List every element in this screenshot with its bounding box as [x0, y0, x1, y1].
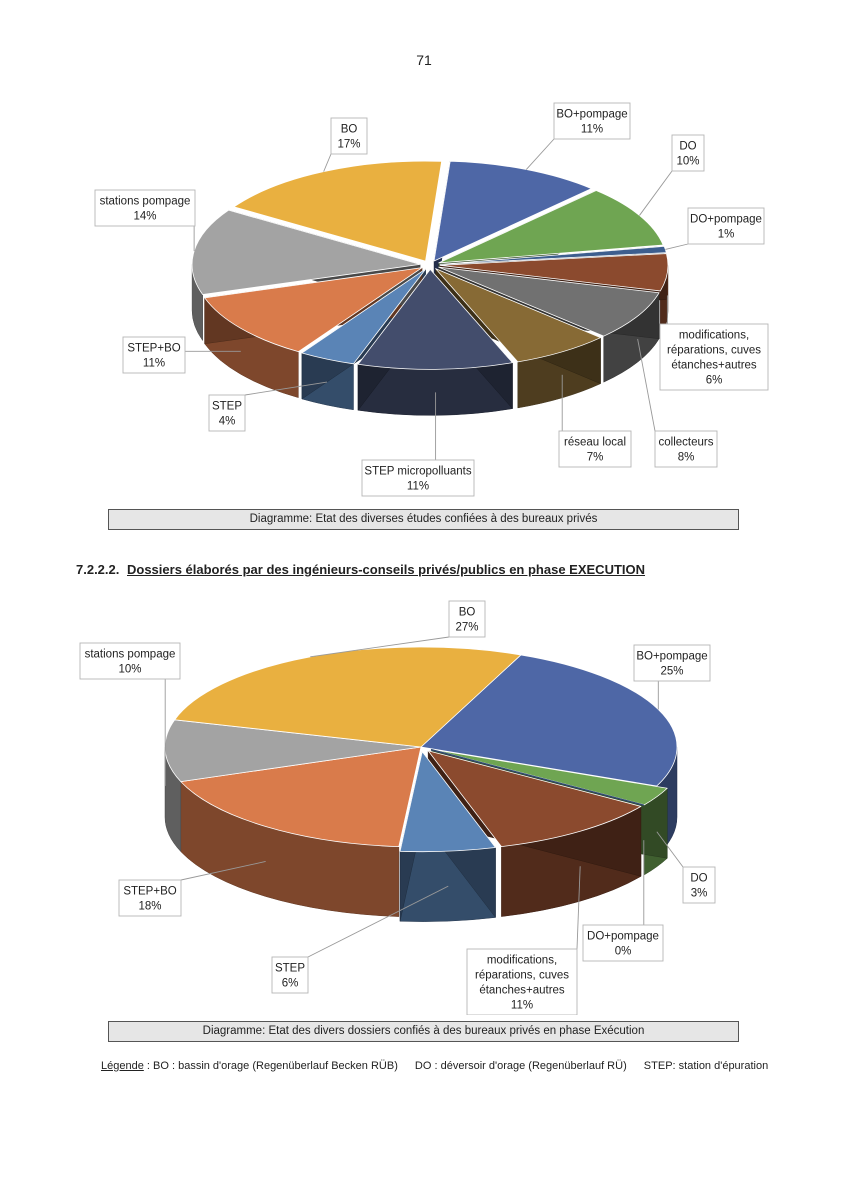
data-label-percent: 8%	[677, 451, 695, 464]
data-label-percent: 14%	[133, 210, 157, 223]
data-label-text: BO	[458, 606, 476, 619]
data-label-percent: 10%	[118, 663, 142, 676]
chart-caption-etudes: Diagramme: Etat des diverses études confiées à des bureaux privés	[108, 509, 739, 530]
data-label-bo-pompage	[634, 645, 710, 681]
pie-tops	[192, 161, 668, 369]
chart-caption-execution: Diagramme: Etat des divers dossiers confiés à des bureaux privés en phase Exécution	[108, 1021, 739, 1042]
data-label-do-pompage	[688, 208, 764, 244]
pie-chart-etudes	[0, 95, 848, 505]
data-label-step-bo	[123, 337, 185, 373]
section-number: 7.2.2.2.	[76, 562, 120, 577]
data-label-do	[672, 135, 704, 171]
data-label-text: stations pompage	[84, 648, 176, 661]
data-label-step-bo	[119, 880, 181, 916]
data-label-text: STEP	[274, 962, 306, 975]
data-label-text: étanches+autres	[671, 359, 757, 372]
data-label-do-pompage	[583, 925, 663, 961]
data-label-text: stations pompage	[99, 195, 191, 208]
data-label-text: DO	[679, 140, 697, 153]
abbreviation-legend	[101, 1060, 768, 1072]
data-label-step	[209, 395, 245, 431]
data-label-percent: 0%	[614, 945, 632, 958]
data-label-text: DO+pompage	[690, 213, 762, 226]
leader-line-bo	[324, 154, 331, 172]
data-label-collecteurs	[655, 431, 717, 467]
data-label-text: modifications,	[678, 329, 750, 342]
legend-item-bo: BO : bassin d'orage (Regenüberlauf Becken RÜB)	[153, 1060, 398, 1072]
data-label-percent: 11%	[580, 123, 604, 136]
data-label-step-micropolluants	[362, 460, 474, 496]
data-label-text: STEP	[211, 400, 243, 413]
data-label-reseau-local	[559, 431, 631, 467]
data-label-modifications-reparations-cuves-etanches-autres	[467, 949, 577, 1015]
data-label-bo-pompage	[554, 103, 630, 139]
data-label-percent: 7%	[586, 451, 604, 464]
data-label-text: réparations, cuves	[667, 344, 761, 357]
leader-line-bo-pompage	[526, 139, 554, 170]
data-label-percent: 17%	[337, 138, 361, 151]
data-label-do	[683, 867, 715, 903]
data-label-stations-pompage	[95, 190, 195, 226]
data-label-text: STEP micropolluants	[364, 465, 472, 478]
leader-line-do-pompage	[665, 244, 688, 249]
section-heading	[76, 562, 645, 577]
legend-item-do: DO : déversoir d'orage (Regenüberlauf RÜ)	[414, 1060, 627, 1072]
data-label-text: réparations, cuves	[475, 969, 569, 982]
data-label-percent: 4%	[218, 415, 236, 428]
data-label-percent: 18%	[138, 900, 162, 913]
data-label-percent: 11%	[406, 480, 430, 493]
data-label-stations-pompage	[80, 643, 180, 679]
legend-item-step: STEP: station d'épuration	[643, 1060, 769, 1072]
legend-separator: :	[146, 1060, 150, 1072]
data-label-percent: 6%	[705, 374, 723, 387]
data-label-bo	[449, 601, 485, 637]
data-label-percent: 1%	[717, 228, 735, 241]
data-label-text: étanches+autres	[479, 984, 565, 997]
data-label-percent: 11%	[510, 999, 534, 1012]
data-label-text: DO+pompage	[587, 930, 659, 943]
data-label-text: STEP+BO	[127, 342, 181, 355]
data-label-text: modifications,	[486, 954, 558, 967]
data-label-step	[272, 957, 308, 993]
data-label-text: BO+pompage	[556, 108, 628, 121]
page-number: 71	[416, 52, 432, 68]
data-label-modifications-reparations-cuves-etanches-autres	[660, 324, 768, 390]
data-label-percent: 27%	[455, 621, 479, 634]
data-label-percent: 11%	[142, 357, 166, 370]
legend-title: Légende	[101, 1060, 144, 1072]
data-label-text: BO	[340, 123, 358, 136]
pie-chart-execution	[0, 595, 848, 1015]
data-label-text: collecteurs	[658, 436, 714, 449]
data-label-text: STEP+BO	[123, 885, 177, 898]
data-label-percent: 3%	[690, 887, 708, 900]
data-label-percent: 25%	[660, 665, 684, 678]
data-label-text: DO	[690, 872, 708, 885]
leader-line-do	[639, 171, 672, 215]
data-label-percent: 10%	[676, 155, 700, 168]
data-label-percent: 6%	[281, 977, 299, 990]
section-title: Dossiers élaborés par des ingénieurs-conseils privés/publics en phase EXECUTION	[127, 562, 646, 577]
data-label-text: BO+pompage	[636, 650, 708, 663]
data-label-text: réseau local	[563, 436, 627, 449]
data-label-bo	[331, 118, 367, 154]
